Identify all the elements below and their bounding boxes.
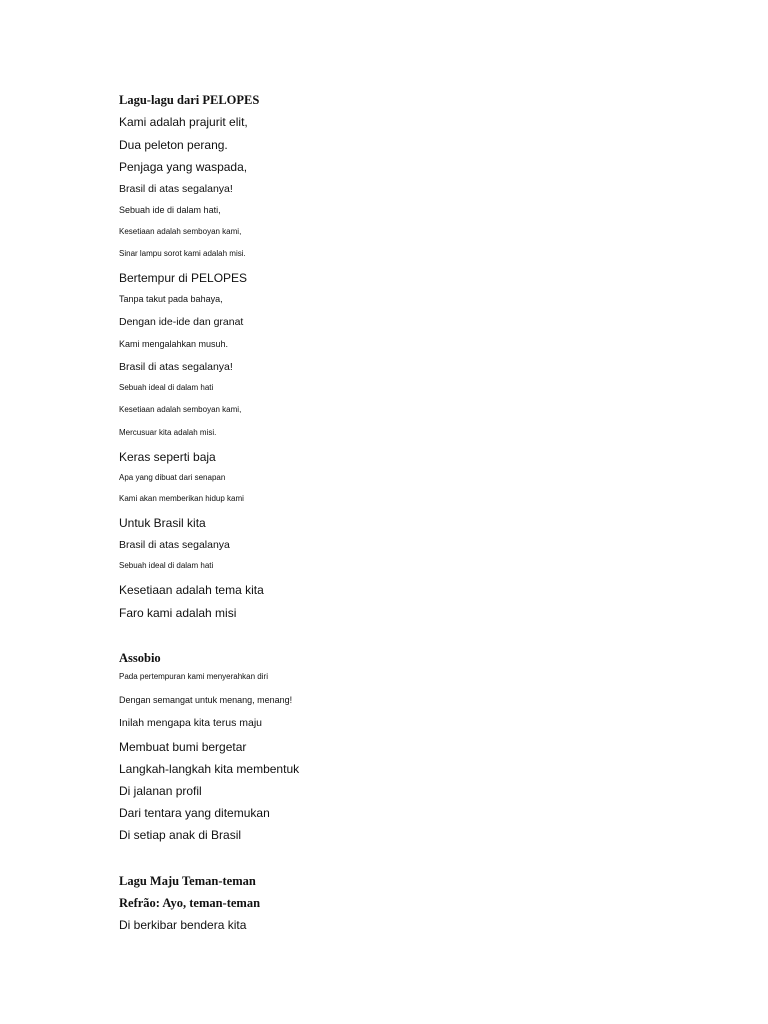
lyric-line: Sebuah ide di dalam hati,: [119, 205, 221, 215]
lyric-line: Dari tentara yang ditemukan: [119, 806, 270, 820]
lyric-line: Sebuah ideal di dalam hati: [119, 383, 214, 392]
lyric-line: Faro kami adalah misi: [119, 606, 237, 620]
lyric-line: Pada pertempuran kami menyerahkan diri: [119, 672, 268, 681]
lyric-line: Kesetiaan adalah semboyan kami,: [119, 227, 242, 236]
refrain-heading: Refrão: Ayo, teman-teman: [119, 896, 261, 910]
lyric-line: Keras seperti baja: [119, 450, 216, 464]
lyric-line: Sebuah ideal di dalam hati: [119, 561, 214, 570]
section-title: Lagu-lagu dari PELOPES: [119, 93, 260, 107]
lyric-line: Tanpa takut pada bahaya,: [119, 294, 223, 304]
lyric-line: Kami adalah prajurit elit,: [119, 115, 248, 129]
lyric-line: Untuk Brasil kita: [119, 516, 206, 530]
section-title: Lagu Maju Teman-teman: [119, 874, 256, 888]
lyric-line: Brasil di atas segalanya!: [119, 361, 233, 373]
lyric-line: Membuat bumi bergetar: [119, 740, 247, 754]
lyric-line: Kami mengalahkan musuh.: [119, 339, 229, 349]
section-title: Assobio: [119, 651, 161, 665]
document-page: [119, 0, 739, 1024]
lyric-line: Bertempur di PELOPES: [119, 271, 248, 285]
lyric-line: Brasil di atas segalanya: [119, 539, 230, 551]
lyric-line: Penjaga yang waspada,: [119, 160, 248, 174]
lyric-line: Di berkibar bendera kita: [119, 918, 247, 932]
lyric-line: Brasil di atas segalanya!: [119, 183, 233, 195]
lyric-line: Dua peleton perang.: [119, 138, 228, 152]
lyric-line: Langkah-langkah kita membentuk: [119, 762, 300, 776]
lyric-line: Di jalanan profil: [119, 784, 202, 798]
lyric-line: Di setiap anak di Brasil: [119, 828, 242, 842]
lyric-line: Apa yang dibuat dari senapan: [119, 473, 226, 482]
lyric-line: Kami akan memberikan hidup kami: [119, 494, 244, 503]
lyric-line: Inilah mengapa kita terus maju: [119, 717, 262, 729]
lyric-line: Mercusuar kita adalah misi.: [119, 428, 217, 437]
lyric-line: Dengan semangat untuk menang, menang!: [119, 695, 293, 705]
lyric-line: Dengan ide-ide dan granat: [119, 316, 244, 328]
lyric-line: Kesetiaan adalah tema kita: [119, 583, 264, 597]
lyric-line: Sinar lampu sorot kami adalah misi.: [119, 249, 246, 258]
lyric-line: Kesetiaan adalah semboyan kami,: [119, 405, 242, 414]
